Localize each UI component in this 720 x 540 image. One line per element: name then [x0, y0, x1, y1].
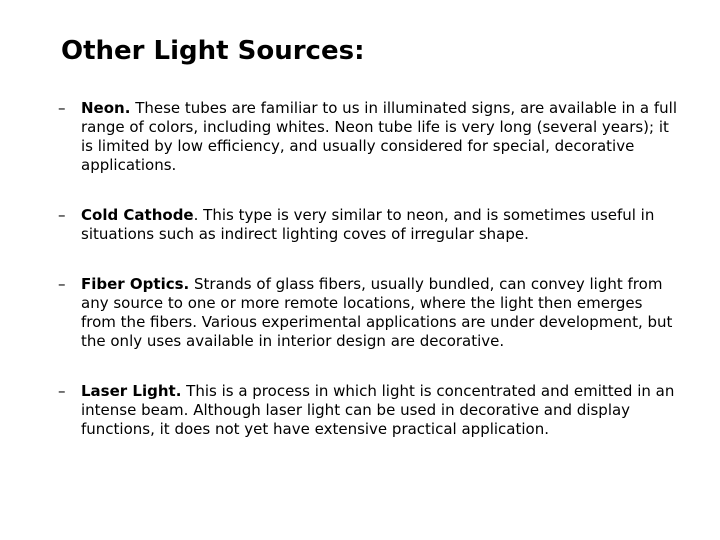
bullet-text: These tubes are familiar to us in illuminated signs, are available in a full range of colors, including whites. Neon tube life is very long (several years); it is limited by low efficiency, and usually considered for special, decorative applications.: [81, 99, 677, 174]
bullet-text: Strands of glass fibers, usually bundled, can convey light from any source to one or more remote locations, where the light then emerges from the fibers. Various experimental applications are under development, but the only uses available in interior design are decorative.: [81, 275, 673, 350]
bullet-marker: –: [58, 206, 66, 224]
bullet-text: . This type is very similar to neon, and is sometimes useful in situations such as indirect lighting coves of irregular shape.: [81, 206, 655, 243]
bullet-neon: [58, 99, 678, 175]
bullet-cold-cathode: [58, 206, 678, 244]
bullet-fiber-optics: [58, 275, 678, 351]
bullet-term: Fiber Optics.: [81, 275, 190, 293]
bullet-text: This is a process in which light is concentrated and emitted in an intense beam. Although laser light can be used in decorative and display functions, it does not yet have extensive practical application.: [81, 382, 675, 438]
bullet-laser-light: [58, 382, 678, 439]
bullet-term: Neon.: [81, 99, 131, 117]
bullet-marker: –: [58, 99, 66, 117]
bullet-list: [58, 99, 678, 439]
bullet-term: Laser Light.: [81, 382, 182, 400]
bullet-term: Cold Cathode: [81, 206, 194, 224]
bullet-marker: –: [58, 382, 66, 400]
bullet-marker: –: [58, 275, 66, 293]
slide-title: Other Light Sources:: [61, 36, 365, 66]
